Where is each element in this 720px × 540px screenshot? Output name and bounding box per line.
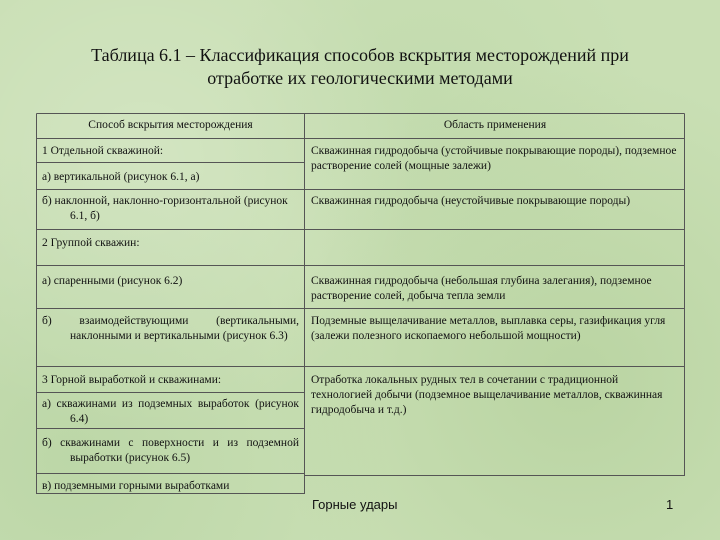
row-underground-wells: а) скважинами из подземных выработок (рисунок 6.4) xyxy=(42,398,299,425)
title-line-2: отработке их геологическими методами xyxy=(207,68,513,88)
row-underground-workings: в) подземными горными выработками xyxy=(42,480,230,492)
row-single-well: 1 Отдельной скважиной: xyxy=(42,145,164,157)
row-vertical-application: Скважинная гидродобыча (устойчивые покрывающие породы), подземное растворение солей (мощные залежи) xyxy=(311,145,677,172)
row-paired: а) спаренными (рисунок 6.2) xyxy=(42,275,183,287)
row-interacting: б) взаимодействующими (вертикальными, наклонными и вертикальными (рисунок 6.3) xyxy=(42,315,299,342)
row-inclined-application: Скважинная гидродобыча (неустойчивые покрывающие породы) xyxy=(311,195,631,207)
header-application: Область применения xyxy=(443,119,547,131)
row-inclined: б) наклонной, наклонно-горизонтальной (рисунок 6.1, б) xyxy=(42,195,288,222)
row-interacting-application: Подземные выщелачивание металлов, выплавка серы, газификация угля (залежи полезного ископаемого небольшой мощности) xyxy=(311,315,666,342)
row-paired-application: Скважинная гидродобыча (небольшая глубина залегания), подземное растворение солей, добыча тепла земли xyxy=(311,275,652,302)
row-surface-wells: б) скважинами с поверхности и из подземной выработки (рисунок 6.5) xyxy=(42,437,299,464)
classification-table xyxy=(36,113,685,495)
title-line-1: Таблица 6.1 – Классификация способов вскрытия месторождений при xyxy=(91,45,629,65)
header-method: Способ вскрытия месторождения xyxy=(88,119,253,131)
row-well-group: 2 Группой скважин: xyxy=(42,237,140,249)
page-number: 1 xyxy=(666,497,674,512)
row-mine-working: 3 Горной выработкой и скважинами: xyxy=(42,374,222,386)
row-mine-working-application: Отработка локальных рудных тел в сочетании с традиционной технологией добычи (подземное выщелачивание металлов, скважинная гидродобыча и т.д.) xyxy=(311,374,663,416)
row-vertical: а) вертикальной (рисунок 6.1, а) xyxy=(42,171,200,183)
footer-caption: Горные удары xyxy=(312,497,398,512)
table-title xyxy=(40,44,680,90)
